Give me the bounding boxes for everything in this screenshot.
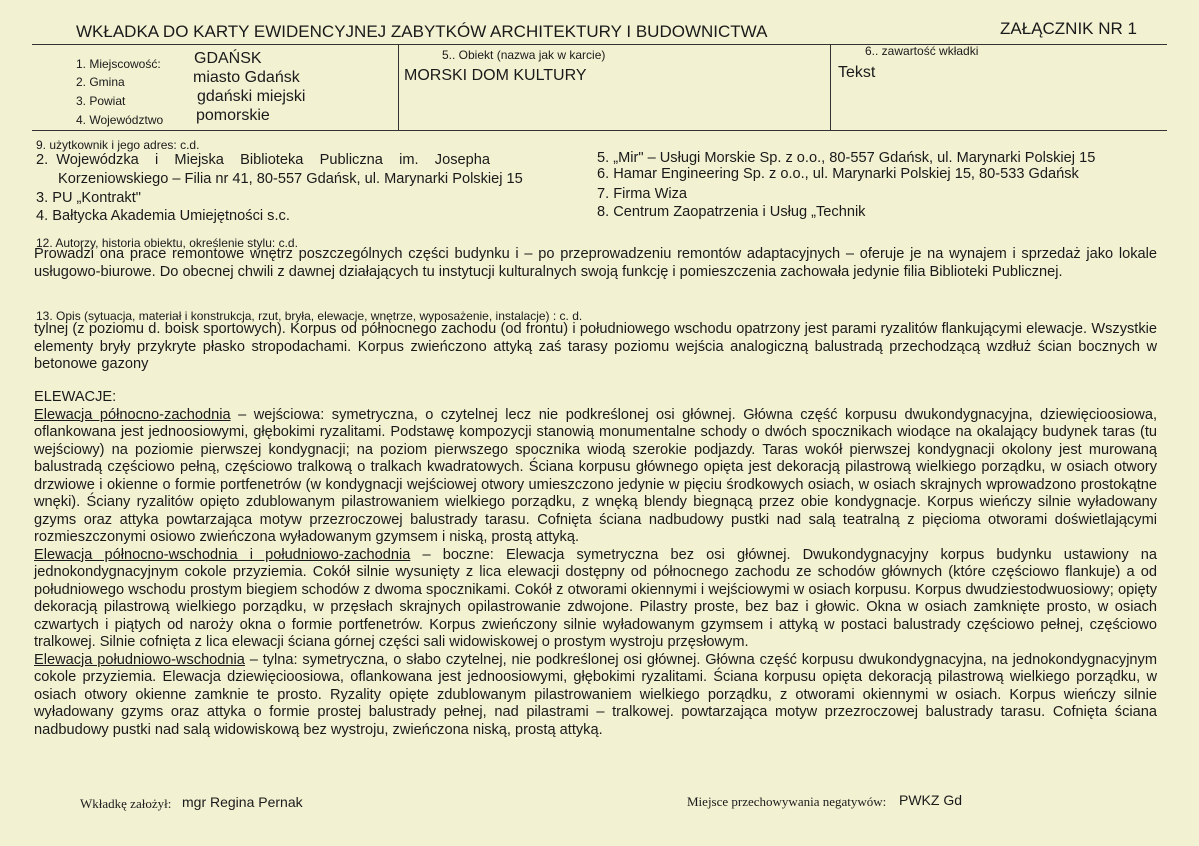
object-name: MORSKI DOM KULTURY	[404, 67, 587, 84]
description-text: tylnej (z poziomu d. boisk sportowych). Korpus od północnego zachodu (od frontu) i południowego wschodu opatrzony jest parami ryzalitów flankującymi elewacje. Wszystkie elementy bryły przykryte płasko stropodachami. Korpus zwieńczono attyką zaś tarasy poziomu wejścia analogiczną balustradą przechodzącą wzdłuż ścian bocznych w betonowe gazony	[34, 321, 1157, 372]
wojewodztwo-label: 4. Województwo	[76, 113, 164, 127]
user-line-8: 8. Centrum Zaopatrzenia i Usług „Technik	[597, 204, 866, 220]
users-label: 9. użytkownik i jego adres: c.d.	[36, 138, 200, 152]
elevation-ne-sw-title: Elewacja północno-wschodnia i południowo-zachodnia	[34, 546, 411, 563]
description-label: 13. Opis (sytuacja, materiał i konstrukcja, rzut, bryła, elewacje, wnętrze, wyposażenie, instalacje) : c. d.	[36, 309, 583, 323]
content-label: 6.. zawartość wkładki	[865, 44, 979, 58]
user-line-7: 7. Firma Wiza	[597, 186, 687, 202]
elevation-ne-sw	[34, 547, 1157, 652]
history-label: 12. Autorzy, historia obiektu, określenie stylu: c.d.	[36, 236, 298, 250]
elevation-se	[34, 652, 1157, 740]
negatives-label: Miejsce przechowywania negatywów:	[687, 794, 887, 809]
negatives-value: PWKZ Gd	[899, 792, 963, 808]
document-title: WKŁADKA DO KARTY EWIDENCYJNEJ ZABYTKÓW ARCHITEKTURY I BUDOWNICTWA	[76, 22, 768, 41]
powiat-label: 3. Powiat	[76, 94, 126, 108]
founder-label: Wkładkę założył:	[80, 796, 172, 811]
powiat-value: gdański miejski	[197, 88, 306, 105]
miejscowosc-value: GDAŃSK	[194, 50, 262, 67]
elevation-nw-text: – wejściowa: symetryczna, o czytelnej lecz nie podkreślonej osi głównej. Główna część korpusu dwukondygnacyjna, dziewięcioosiowa, oflankowana jest jednoosiowymi, głębokimi ryzalitami. Podstawę kompozycji stanowią monumentalne schody o dwóch spocznikach wiodące na okalający budynek taras (tu wejściowy) na poziomie pierwszej kondygnacji; na poziom pierwszego spocznika wiodą szerokie podjazdy. Taras wokół pierwszej kondygnacji okolony jest murowaną balustradą częściowo pełną, częściowo tralkową o tralkach kwadratowych. Ściana korpusu głównego opięta jest dekoracją pilastrową wielkiego porządku, w osiach otwory drzwiowe i okienne o formie portfenetrów (w kondygnacji wejściowej otwory umieszczono jedynie w pięciu środkowych osiach, w osiach skrajnych wprowadzono prostokątne wnęki). Ściany ryzalitów opięto zdublowanym pilastrowaniem wielkiego porządku, z wnęką blendy biegnącą przez obie kondygnacje. Korpus wieńczy silnie wyładowany gzyms oraz attyka powtarzająca motyw przezroczowej balustrady tarasu. Cofnięta ściana nadbudowy pustki nad salą teatralną z pięcioma otworami doświetlającymi rozmieszczonymi osiowo zwieńczona wyładowanym gzymsem i niską, prostą attyką.	[34, 406, 1157, 545]
elevation-ne-sw-text: – boczne: Elewacja symetryczna bez osi głównej. Dwukondygnacyjny korpus budynku ustawiony na jednokondygnacyjnym cokole przyziemia. Cokół silnie wysunięty z lica elewacji dostępny od północnego zachodu ze schodów głównych (które częściowo flankuje) a od południowego wschodu prostym biegiem schodów z dwoma spocznikami. Cokół z otworami okiennymi i wejściowymi w osiach korpusu. Korpus dwudziestodwuosiowy; opięty dekoracją pilastrową wielkiego porządku, w przęsłach skrajnych opilastrowanie zdwojone. Pilastry proste, bez baz i głowic. Okna w osiach zamknięte prosto, w osiach czwartych i piątych od naroży okna o formie portfenetrów. Korpus zwieńczony silnie wyładowanym gzymsem i attyką w postaci balustrady częściowo pełnej, częściowo tralkowej. Silnie cofnięta z lica elewacji ściana górnej części sali widowiskowej o prostym wystroju przęsłowym.	[34, 546, 1157, 650]
content-value: Tekst	[838, 64, 876, 81]
elevations-heading: ELEWACJE:	[34, 389, 117, 405]
elevation-se-text: – tylna: symetryczna, o słabo czytelnej, nie podkreślonej osi głównej. Główna część korpusu dwukondygnacyjna, na jednokondygnacyjnym cokole przyziemia. Elewacja dziewięcioosiowa, oflankowana jest jednoosiowymi, głębokimi ryzalitami. Ściana korpusu opięta dekoracją pilastrową wielkiego porządku, w osiach otwory okienne zamknie te prosto. Ryzality opięte zdublowanym pilastrowaniem wielkiego porządku, z otworami okiennymi w osiach. Korpus wieńczy silnie wyładowany gzyms oraz attyka o formie prostej balustrady pełnej, nad pilastrami – tralkowej. powtarzająca motyw przezroczowej balustrady tarasu. Cofnięta ściana nadbudowy pustki nad salą widowiskową bez wystroju, zwieńczona niską, prostą attyką.	[34, 651, 1158, 738]
user-line-6: 6. Hamar Engineering Sp. z o.o., ul. Marynarki Polskiej 15, 80-533 Gdańsk	[597, 166, 1079, 182]
wojewodztwo-value: pomorskie	[196, 107, 270, 124]
miejscowosc-label: 1. Miejscowość:	[76, 57, 161, 71]
founder-value: mgr Regina Pernak	[182, 794, 303, 810]
header-top-line	[32, 44, 1167, 45]
elevations-block	[34, 389, 1157, 739]
header-divider-2	[830, 44, 831, 130]
object-label: 5.. Obiekt (nazwa jak w karcie)	[442, 48, 606, 62]
user-line-3: 3. PU „Kontrakt"	[36, 190, 141, 206]
elevation-nw	[34, 407, 1157, 547]
gmina-value: miasto Gdańsk	[193, 69, 300, 86]
history-text: Prowadzi ona prace remontowe wnętrz poszczególnych części budynku i – po przeprowadzeniu remontów adaptacyjnych – oferuje je na wynajem i sprzedaż jako lokale usługowo-biurowe. Do obecnej chwili z dawnej działających tu instytucji kulturalnych swoją funkcję i pomieszczenia zachowała jedynie filia Biblioteki Publicznej.	[34, 246, 1157, 280]
user-line-4: 4. Bałtycka Akademia Umiejętności s.c.	[36, 208, 290, 224]
user-line-2: 2. Wojewódzka i Miejska Biblioteka Publiczna im. Josepha	[36, 152, 490, 168]
elevation-nw-title: Elewacja północno-zachodnia	[34, 406, 231, 423]
gmina-label: 2. Gmina	[76, 75, 125, 89]
header-bottom-line	[32, 130, 1167, 131]
user-line-2-cont: Korzeniowskiego – Filia nr 41, 80-557 Gdańsk, ul. Marynarki Polskiej 15	[58, 171, 523, 187]
header-divider-1	[398, 44, 399, 130]
elevation-se-title: Elewacja południowo-wschodnia	[34, 651, 245, 668]
annex-number: ZAŁĄCZNIK NR 1	[1000, 19, 1137, 38]
user-line-5: 5. „Mir" – Usługi Morskie Sp. z o.o., 80-557 Gdańsk, ul. Marynarki Polskiej 15	[597, 150, 1096, 166]
